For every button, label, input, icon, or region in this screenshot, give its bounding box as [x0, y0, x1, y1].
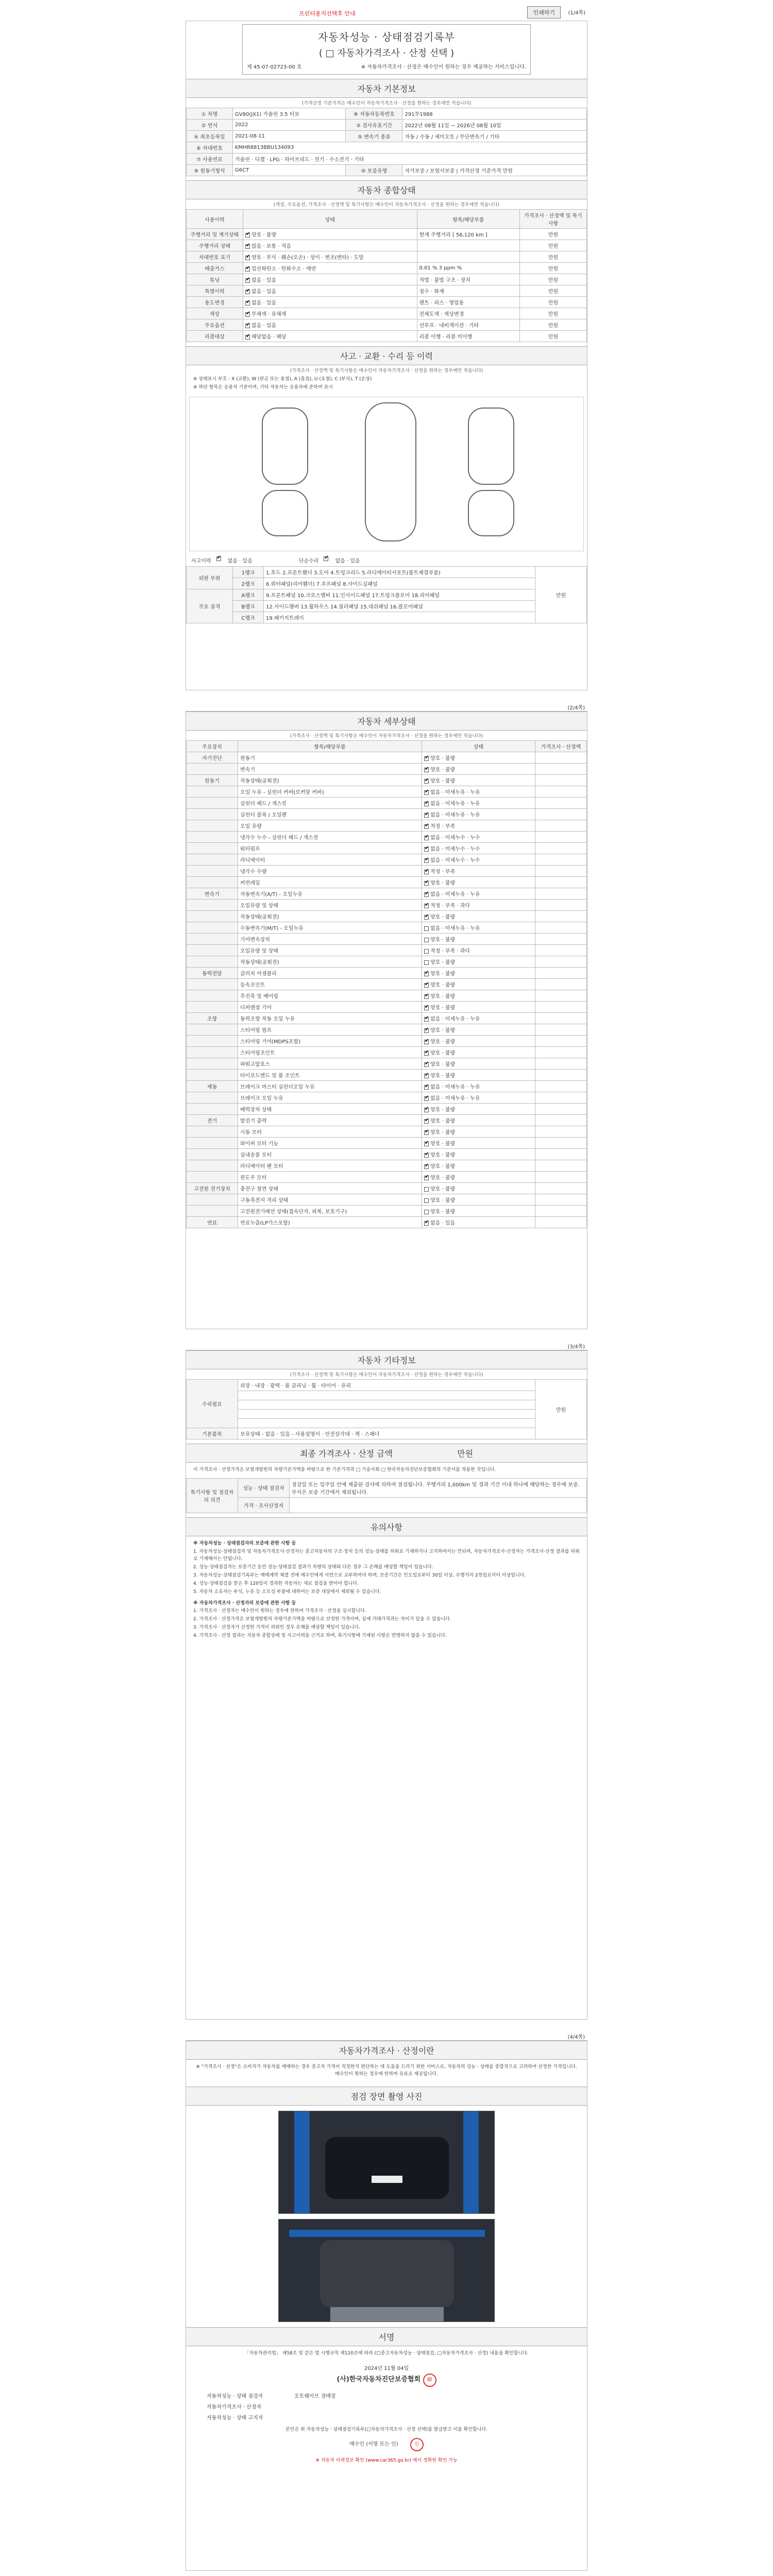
- document-title-box: [242, 24, 531, 75]
- signature-statement: 「자동차관리법」 제58조 및 같은 법 시행규칙 제120조에 따라 (□중고자동차성능 · 상태점검, □자동차가격조사 · 산정) 내용을 확인합니다.: [244, 2350, 529, 2356]
- page-4: [186, 2035, 587, 2571]
- printer-notice: 프린터용지선택후 안내: [299, 10, 356, 17]
- signature-org: (사)한국자동차진단보증협회 印: [186, 2374, 587, 2387]
- basic-info-table: ① 차명 GV80(JX1) 가솔린 3.5 터보 ⑧ 자동차등록번호 291무1988 ② 연식 2022 ③ 검사유효기간 2022년 08월 11일 ~ 2026년 08월 10일 ④ 최초등록일 2021-08-11 ⑤ 변속기 종류 자동 / 수동 / 세미오토 / 무단변속기 / 기타 ⑥ 차대번호 KMHR8813BBU134093 ⑦ 사용연료 가솔린 · 디젤 · LPG · 하이브리드 · 전기 · 수소전기 · 기타 ⑨ 원동기형식 G6CT ⑩ 보증유형 자가보증 / 보험사보증 | 가격산정 기준가격 만원: [186, 108, 587, 176]
- signer-row-2: 자동차가격조사 · 산정자: [207, 2404, 262, 2410]
- etc-info-table: 수리필요 외장 · 내장 · 광택 · 룸 클리닝 · 휠 · 타이어 · 유리 만원 기본품목 보유상태 - 없음 · 있음 - 사용설명서 · 안전삼각대 · 잭 · 스패너: [186, 1379, 587, 1439]
- inspection-photo-front: [278, 2111, 495, 2214]
- car-diagram: [189, 397, 584, 551]
- accident-summary: 사고이력 ✔ 없음 · 있음 단순수리 ✔ 없음 · 있음: [186, 554, 587, 566]
- service-notice: ※ 자동차가격조사 · 산정은 매수인이 원하는 경우 제공하는 서비스입니다.: [361, 64, 526, 70]
- buyer-sign: 매수인 (서명 또는 인) 인: [186, 2438, 587, 2451]
- doc-number: 제 45-07-02723-00 호: [247, 64, 302, 70]
- special-notes-table: 특기사항 및 점검자의 의견 성능 · 상태 점검자 점검일 또는 일주일 안에 제출된 검사에 의하여 점검됩니다. 주행거리 1,000km 및 경과 기간 이내 하나에 해당하는 경우에 보증. 부식은 보증 기간에서 제외됩니다. 가격 · 조사산정자: [186, 1478, 587, 1513]
- page-2: [186, 705, 587, 1329]
- caution-title: 유의사항: [186, 1517, 587, 1536]
- signer-row-1: 자동차성능 · 상태 점검자 오토웨이브 경매장: [207, 2393, 336, 2399]
- basic-info-title: 자동차 기본정보: [186, 79, 587, 98]
- print-button[interactable]: 인쇄하기: [527, 6, 561, 19]
- accident-history-title: 사고 · 교환 · 수리 등 이력: [186, 346, 587, 365]
- etc-info-note: (가격조사 · 산정액 및 특기사항은 매수인이 자동차가격조사 · 산정을 원하는 경우에만 적습니다): [290, 1372, 483, 1378]
- page-2-indicator: (2/4쪽): [567, 705, 585, 711]
- page-1: [186, 21, 587, 690]
- photos-title: 점검 장면 촬영 사진: [186, 2087, 587, 2106]
- car-outline-rear: [468, 490, 514, 536]
- car-outline-front: [262, 490, 308, 536]
- car-outline-top: [365, 402, 416, 541]
- accident-legend: ※ 상태표시 부호 : X (교환), W (판금 또는 용접), A (흠집), U (요철), C (부식), T (손상): [193, 377, 372, 382]
- signature-title: 서명: [186, 2327, 587, 2346]
- page-indicator: (1/4쪽): [568, 10, 585, 16]
- detail-state-table: 주요장치 항목/해당부품 상태 가격조사 · 산정액 자기진단 원동기 ✔ 양호 · 불량 변속기 ✔ 양호 · 불량 원동기 작동상태(공회전) ✔ 양호 · 불량 오일 누유 - 실린더 커버(로커암 커버) ✔ 없음 · 미세누유 · 누유 실린더 헤드 / 개스킷 ✔ 없음 · 미세누유 · 누유 실린더 블록 / 오일팬 ✔ 없음 · 미세누유 · 누유 오일 유량 ✔ 적정 · 부족 냉각수 누수 - 실린더 헤드 / 개스킷 ✔ 없음 · 미세누수 · 누수 워터펌프 ✔ 없음 · 미세누수 · 누수 라디에이터 ✔ 없음 · 미세누수 · 누수 냉각수 수량 ✔ 적정 · 부족 커먼레일 ✔ 양호 · 불량 변속기 자동변속기(A/T) - 오일누유 ✔ 없음 · 미세누유 · 누유 오일유량 및 상태 ✔ 적정 · 부족 · 과다 작동상태(공회전) ✔ 양호 · 불량 수동변속기(M/T) - 오일누유 없음 · 미세누유 · 누유 기어변속장치 양호 · 불량 오일유량 및 상태 적정 · 부족 · 과다 작동상태(공회전) 양호 · 불량 동력전달 클러치 어셈블리 ✔ 양호 · 불량 등속조인트 ✔ 양호 · 불량 추진축 및 베어링 ✔ 양호 · 불량 디퍼렌셜 기어 ✔ 양호 · 불량 조향 동력조향 작동 오일 누유 ✔ 없음 · 미세누유 · 누유 스티어링 펌프 ✔ 양호 · 불량 스티어링 기어(MDPS포함) ✔ 양호 · 불량 스티어링조인트 ✔ 양호 · 불량 파워고압호스 ✔ 양호 · 불량 타이로드엔드 및 볼 조인트 ✔ 양호 · 불량 제동 브레이크 마스터 실린더오일 누유 ✔ 없음 · 미세누유 · 누유 브레이크 오일 누유 ✔ 없음 · 미세누유 · 누유 배력장치 상태 ✔ 양호 · 불량 전기 발전기 출력 ✔ 양호 · 불량 시동 모터 ✔ 양호 · 불량 와이퍼 모터 기능 ✔ 양호 · 불량 실내송풍 모터 ✔ 양호 · 불량 라디에이터 팬 모터 ✔ 양호 · 불량 윈도우 모터 ✔ 양호 · 불량 고전원 전기장치 충전구 절연 상태 양호 · 불량 구동축전지 격리 상태 양호 · 불량 고전원전기배선 상태(접속단자, 피복, 보호기구) 양호 · 불량 연료 연료누출(LP가스포함) ✔ 없음 · 있음: [186, 740, 587, 1228]
- signature-date: 2024년 11월 04일: [364, 2365, 409, 2371]
- overall-state-note: (색상, 주요옵션, 가격조사 · 산정액 및 특기사항은 매수인이 자동차가격조사 · 산정을 원하는 경우에만 적습니다): [273, 202, 500, 208]
- intro-title: 자동차가격조사 · 산정이란: [186, 2041, 587, 2060]
- accident-history-note: (가격조사 · 산정액 및 특기사항은 매수인이 자동차가격조사 · 산정을 원하는 경우에만 적습니다): [290, 368, 483, 374]
- detail-state-note: (가격조사 · 산정액 및 특기사항은 매수인이 자동차가격조사 · 산정을 원하는 경우에만 적습니다): [290, 734, 483, 739]
- accident-legend-2: ※ 하단 항목은 승용차 기준이며, 기타 자동차는 승용차에 준하여 표시: [193, 384, 333, 390]
- overall-state-title: 자동차 종합상태: [186, 180, 587, 199]
- org-seal: 印: [423, 2374, 436, 2387]
- detail-state-title: 자동차 세부상태: [186, 711, 587, 731]
- overall-state-table: 사용이력 상태 항목/해당부품 가격조사 · 산정액 및 특기사항 주행거리 및 계기상태 ✔ 양호 · 불량 현재 주행거리 [ 56,120 km ] 만원 주행거리 상태 ✔ 많음 · 보통 · 적음 만원 차대번호 표기 ✔ 양호 · 부식 · 훼손(오손) · 상이 · 변조(변타) · 도말 만원 배출가스 ✔ 일산화탄소 · 탄화수소 · 매연 0.01 % 3 ppm % 만원 튜닝 ✔ 없음 · 있음 적법 · 불법 구조 · 장치 만원 특별이력 ✔ 없음 · 있음 침수 · 화재 만원 용도변경 ✔ 없음 · 있음 렌트 · 리스 · 영업용 만원 색상 ✔ 무채색 · 유채색 전체도색 · 색상변경 만원 주요옵션 ✔ 없음 · 있음 선루프 · 내비게이션 · 기타 만원 리콜대상 ✔ 해당없음 · 해당 리콜 이행 · 리콜 미이행 만원: [186, 209, 587, 342]
- page-3: [186, 1344, 587, 2020]
- final-price-title: 최종 가격조사 · 산정 금액 만원: [186, 1444, 587, 1463]
- page-4-indicator: (4/4쪽): [567, 2035, 585, 2040]
- page-3-indicator: (3/4쪽): [567, 1344, 585, 1350]
- footer-note: ※ 자동차 이력정보 확인 (www.car365.go.kr) 에서 정확한 확인 가능: [315, 2458, 458, 2463]
- etc-info-title: 자동차 기타정보: [186, 1350, 587, 1369]
- signer-row-3: 자동차성능 · 상태 고지자: [207, 2415, 263, 2421]
- basic-info-note: (가격산정 기준가격은 매수인이 자동차가격조사 · 산정을 원하는 경우에만 적습니다): [301, 101, 472, 106]
- inspection-photo-rear: [278, 2219, 495, 2322]
- car-outline-right: [468, 408, 514, 485]
- car-outline-left: [262, 408, 308, 485]
- receipt-statement: 본인은 위 자동차성능 · 상태점검기록부(□자동차가격조사 · 산정 선택)를 발급받고 이를 확인합니다.: [285, 2427, 488, 2432]
- final-price-note: 이 가격조사 · 산정가격은 보험개발원의 차량기준가액을 바탕으로 한 기준가격과 □ 기술사회 □ 한국자동차진단보증협회의 기준서를 적용한 것입니다.: [193, 1467, 496, 1472]
- document-title: 자동차성능 · 상태점검기록부: [318, 31, 455, 43]
- caution-body: ※ 자동차성능 · 상태점검자의 보증에 관한 사항 등 1. 자동차성능·상태점검자 및 자동차가격조사·산정자는 중고자동차의 구조·장치 등의 성능·상태를 허위로 기재하거나 고지하여서는 안되며, 자동차가격조사·산정자는 가격조사·산정 결과를 허위로 기재해서는 안됩니다. 2. 성능·상태점검자는 보증기간 동안 성능·상태점검 결과가 차량의 상태와 다른 경우 그 손해를 배상할 책임이 있습니다. 3. 자동차성능·상태점검기록부는 매매계약 체결 전에 매수인에게 서면으로 교부하여야 하며, 보증기간은 인도일로부터 30일 이상, 주행거리 2천킬로미터 이상입니다. 4. 성능·상태점검을 받은 후 120일이 경과한 자동차는 새로 점검을 받아야 합니다. 5. 자동차 소유자는 부식, 누유 등 소모성 부품에 대하여는 보증 대상에서 제외될 수 있습니다. ※ 자동차가격조사 · 산정자의 보증에 관한 사항 등 1. 가격조사 · 산정자는 매수인이 원하는 경우에 한하여 가격조사 · 산정을 실시합니다. 2. 가격조사 · 산정가격은 보험개발원의 차량기준가액을 바탕으로 산정한 가격이며, 실제 거래가격과는 차이가 있을 수 있습니다. 3. 가격조사 · 산정자가 산정한 가격이 허위인 경우 손해를 배상할 책임이 있습니다. 4. 가격조사 · 산정 결과는 자동차 종합상태 및 사고이력을 근거로 하며, 특기사항에 기재된 사항은 반영하지 않을 수 있습니다.: [193, 1540, 580, 1639]
- document-subtitle: ( □ 자동차가격조사 · 산정 선택 ): [318, 48, 455, 59]
- parts-table: 외판 부위 1랭크 1.후드 2.프론트휀더 3.도어 4.트렁크리드 5.라디에이터서포트(볼트체결부품) 만원 2랭크 6.쿼터패널(리어휀더) 7.루프패널 8.사이드실패널 주요 골격 A랭크 9.프론트패널 10.크로스멤버 11.인사이드패널 17.트렁크플로어 18.리어패널 B랭크 12.사이드멤버 13.휠하우스 14.필러패널 15.대쉬패널 16.플로어패널 C랭크 19.패키지트레이: [186, 566, 587, 623]
- intro-text: ※ "가격조사 · 산정"은 소비자가 자동차를 매매하는 경우 중고차 가격이 적정한지 판단하는 데 도움을 드리기 위한 서비스로, 자동차의 성능 · 상태를 종합적으로 고려하여 산정한 가격입니다. 매수인이 원하는 경우에 한하여 유료로 제공됩니다.: [196, 2064, 577, 2077]
